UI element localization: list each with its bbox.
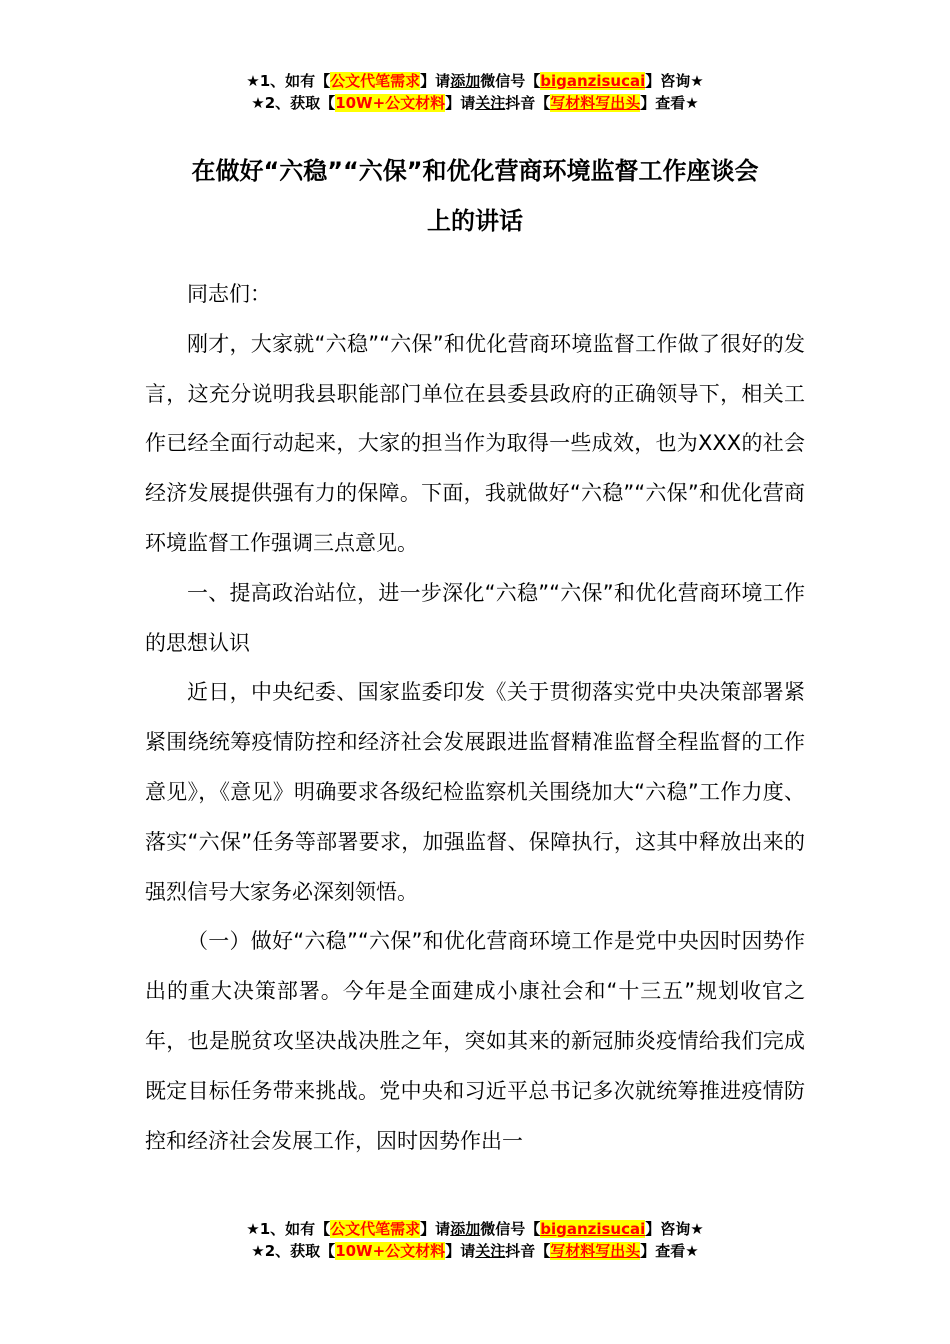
banner-text: 抖音【 <box>505 1242 551 1260</box>
underlined-add: 添加 <box>450 1220 481 1238</box>
header-banner <box>0 70 950 114</box>
banner-text: ★2、获取【 <box>251 1242 336 1260</box>
highlight-materials: 10W+公文材料 <box>335 94 446 112</box>
underlined-add: 添加 <box>450 72 481 90</box>
title-line-2: 上的讲话 <box>427 207 523 235</box>
banner-text: 】查看★ <box>640 1242 699 1260</box>
footer-banner-line-1 <box>0 1218 950 1240</box>
paragraph: 刚才，大家就“六稳”“六保”和优化营商环境监督工作做了很好的发言，这充分说明我县职能部门单位在县委县政府的正确领导下，相关工作已经全面行动起来，大家的担当作为取得一些成效，也为XXX的社会经济发展提供强有力的保障。下面，我就做好“六稳”“六保”和优化营商环境监督工作强调三点意见。 <box>145 331 805 555</box>
salutation: 同志们： <box>187 282 271 306</box>
highlight-service: 公文代笔需求 <box>330 1220 421 1238</box>
banner-text: 微信号【 <box>480 72 541 90</box>
highlight-materials: 10W+公文材料 <box>335 1242 446 1260</box>
banner-text: ★1、如有【 <box>246 1220 331 1238</box>
paragraph: 近日，中央纪委、国家监委印发《关于贯彻落实党中央决策部署紧紧围绕统筹疫情防控和经济社会发展跟进监督精准监督全程监督的工作意见》，《意见》明确要求各级纪检监察机关围绕加大“六稳”工作力度、落实“六保”任务等部署要求，加强监督、保障执行，这其中释放出来的强烈信号大家务必深刻领悟。 <box>145 680 805 904</box>
footer-banner-line-2 <box>0 1240 950 1262</box>
banner-text: 】咨询★ <box>645 1220 704 1238</box>
douyin-account-link[interactable]: 写材料写出头 <box>550 94 641 112</box>
section-heading: 一、提高政治站位，进一步深化“六稳”“六保”和优化营商环境工作的思想认识 <box>145 580 805 655</box>
banner-text: 】请 <box>420 72 451 90</box>
banner-text: 】查看★ <box>640 94 699 112</box>
banner-text: 微信号【 <box>480 1220 541 1238</box>
banner-text: ★2、获取【 <box>251 94 336 112</box>
highlight-service: 公文代笔需求 <box>330 72 421 90</box>
wechat-id-link[interactable]: biganzisucai <box>540 1220 646 1238</box>
document-title <box>140 146 810 246</box>
header-banner-line-2 <box>0 92 950 114</box>
header-banner-line-1 <box>0 70 950 92</box>
banner-text: 抖音【 <box>505 94 551 112</box>
banner-text: 】请 <box>445 94 476 112</box>
douyin-account-link[interactable]: 写材料写出头 <box>550 1242 641 1260</box>
banner-text: ★1、如有【 <box>246 72 331 90</box>
banner-text: 】咨询★ <box>645 72 704 90</box>
underlined-follow: 关注 <box>475 94 506 112</box>
document-body <box>145 270 805 1166</box>
footer-banner <box>0 1218 950 1262</box>
wechat-id-link[interactable]: biganzisucai <box>540 72 646 90</box>
underlined-follow: 关注 <box>475 1242 506 1260</box>
paragraph: （一）做好“六稳”“六保”和优化营商环境工作是党中央因时因势作出的重大决策部署。今年是全面建成小康社会和“十三五”规划收官之年，也是脱贫攻坚决战决胜之年，突如其来的新冠肺炎疫情给我们完成既定目标任务带来挑战。党中央和习近平总书记多次就统筹推进疫情防控和经济社会发展工作，因时因势作出一 <box>145 929 805 1153</box>
banner-text: 】请 <box>445 1242 476 1260</box>
banner-text: 】请 <box>420 1220 451 1238</box>
title-line-1: 在做好“六稳”“六保”和优化营商环境监督工作座谈会 <box>191 157 759 185</box>
